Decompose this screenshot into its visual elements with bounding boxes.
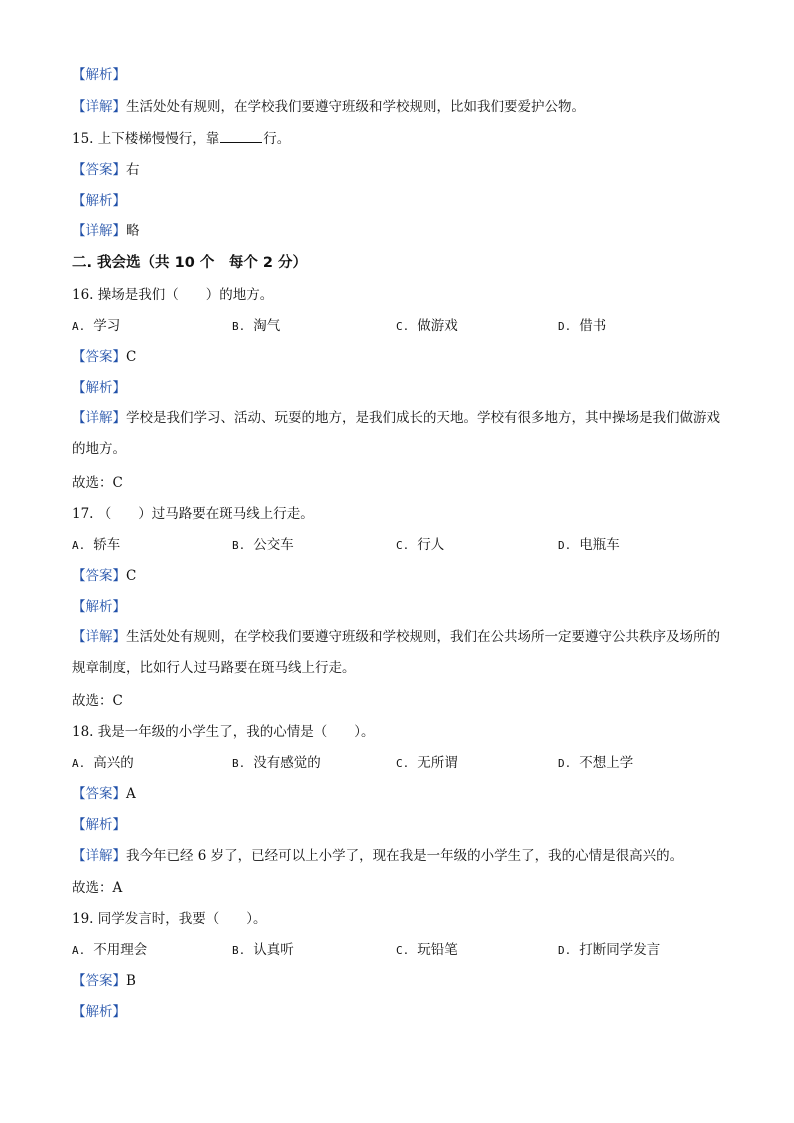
question-15-stem-after: 行。 xyxy=(263,131,291,147)
answer-value: B xyxy=(126,973,136,989)
detail-text: 略 xyxy=(126,223,140,239)
fill-blank xyxy=(220,130,262,143)
choice-line: 故选：C xyxy=(72,475,123,491)
detail-label: 【详解】 xyxy=(72,99,126,115)
detail-label: 【详解】 xyxy=(72,410,126,426)
question-15-stem xyxy=(72,130,290,148)
answer-value: A xyxy=(126,786,136,802)
question-18-stem: 18. 我是一年级的小学生了，我的心情是（ ）。 xyxy=(72,724,375,740)
answer-line xyxy=(72,348,136,366)
option-a: A. 高兴的 xyxy=(72,755,134,771)
analysis-label: 【解析】 xyxy=(72,67,126,83)
detail-paragraph xyxy=(72,622,722,684)
analysis-label: 【解析】 xyxy=(72,193,126,209)
answer-label: 【答案】 xyxy=(72,973,126,989)
question-16-stem: 16. 操场是我们（ ）的地方。 xyxy=(72,287,274,303)
answer-line xyxy=(72,567,136,585)
detail-label: 【详解】 xyxy=(72,848,126,864)
choice-line: 故选：A xyxy=(72,880,123,896)
analysis-label: 【解析】 xyxy=(72,599,126,615)
option-d: D. 不想上学 xyxy=(558,755,634,771)
option-a: A. 学习 xyxy=(72,318,121,334)
answer-label: 【答案】 xyxy=(72,568,126,584)
answer-line xyxy=(72,161,140,179)
detail-paragraph xyxy=(72,98,585,116)
question-17-stem: 17. （ ）过马路要在斑马线上行走。 xyxy=(72,506,314,522)
detail-paragraph xyxy=(72,403,722,465)
option-d: D. 借书 xyxy=(558,318,607,334)
answer-label: 【答案】 xyxy=(72,349,126,365)
choice-line: 故选：C xyxy=(72,693,123,709)
question-18-options xyxy=(72,754,722,772)
answer-label: 【答案】 xyxy=(72,162,126,178)
question-17-options xyxy=(72,536,722,554)
answer-value: C xyxy=(126,349,137,365)
detail-text: 生活处处有规则，在学校我们要遵守班级和学校规则，比如我们要爱护公物。 xyxy=(126,99,585,115)
answer-line xyxy=(72,972,136,990)
detail-label: 【详解】 xyxy=(72,223,126,239)
option-b: B. 认真听 xyxy=(232,942,294,958)
detail-paragraph xyxy=(72,222,140,240)
option-c: C. 玩铅笔 xyxy=(396,942,458,958)
answer-line xyxy=(72,785,136,803)
detail-text: 生活处处有规则，在学校我们要遵守班级和学校规则，我们在公共场所一定要遵守公共秩序及场所的规章制度，比如行人过马路要在斑马线上行走。 xyxy=(72,629,720,676)
answer-value: 右 xyxy=(126,162,140,178)
option-c: C. 无所谓 xyxy=(396,755,458,771)
analysis-label: 【解析】 xyxy=(72,1004,126,1020)
option-c: C. 做游戏 xyxy=(396,318,458,334)
detail-text: 学校是我们学习、活动、玩耍的地方，是我们成长的天地。学校有很多地方，其中操场是我们做游戏的地方。 xyxy=(72,410,720,457)
detail-paragraph xyxy=(72,847,683,865)
option-b: B. 没有感觉的 xyxy=(232,755,321,771)
section-heading: 二. 我会选（共 10 个 每个 2 分） xyxy=(72,255,308,271)
option-c: C. 行人 xyxy=(396,537,445,553)
option-a: A. 不用理会 xyxy=(72,942,148,958)
option-b: B. 淘气 xyxy=(232,318,281,334)
detail-label: 【详解】 xyxy=(72,629,126,645)
analysis-label: 【解析】 xyxy=(72,817,126,833)
option-d: D. 打断同学发言 xyxy=(558,942,661,958)
detail-text: 我今年已经 6 岁了，已经可以上小学了，现在我是一年级的小学生了，我的心情是很高兴的。 xyxy=(126,848,684,864)
answer-label: 【答案】 xyxy=(72,786,126,802)
option-b: B. 公交车 xyxy=(232,537,294,553)
question-15-stem-before: 15. 上下楼梯慢慢行，靠 xyxy=(72,131,220,147)
option-d: D. 电瓶车 xyxy=(558,537,620,553)
analysis-label: 【解析】 xyxy=(72,380,126,396)
question-19-stem: 19. 同学发言时，我要（ ）。 xyxy=(72,911,267,927)
question-16-options xyxy=(72,317,722,335)
question-19-options xyxy=(72,941,722,959)
option-a: A. 轿车 xyxy=(72,537,121,553)
answer-value: C xyxy=(126,568,137,584)
